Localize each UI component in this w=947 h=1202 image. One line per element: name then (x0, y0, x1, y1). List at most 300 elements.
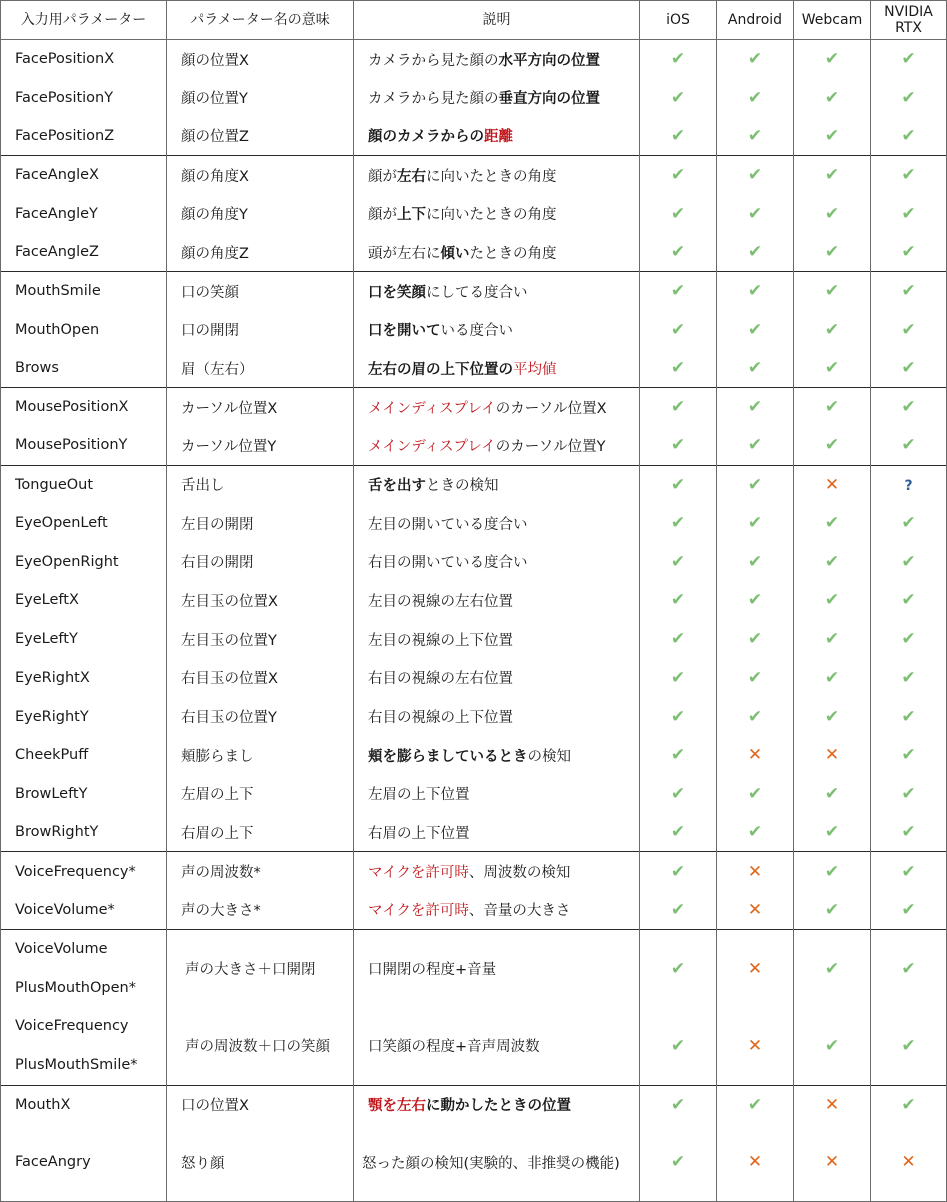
param-cell: EyeOpenLeft (1, 504, 167, 543)
support-android-cell (717, 929, 794, 1007)
check-icon: ✔ (670, 281, 686, 302)
support-nvidia-rtx-cell (871, 581, 947, 620)
description-cell (354, 736, 640, 775)
support-android-cell (717, 736, 794, 775)
table-row (1, 504, 947, 543)
support-webcam-cell (794, 504, 871, 543)
support-webcam-cell (794, 659, 871, 698)
description-segment: 右目の視線の上下位置 (368, 710, 513, 727)
support-nvidia-rtx-cell (871, 233, 947, 272)
check-icon: ✔ (747, 822, 763, 843)
meaning-cell: 口の開閉 (167, 310, 354, 349)
param-line: PlusMouthOpen* (15, 979, 136, 996)
meaning-cell: 左目玉の位置Y (167, 620, 354, 659)
table-row (1, 659, 947, 698)
check-icon: ✔ (670, 706, 686, 727)
support-android-cell (717, 581, 794, 620)
check-icon: ✔ (670, 590, 686, 611)
description-segment: ときの検知 (426, 478, 499, 495)
check-icon: ✔ (747, 358, 763, 379)
description-segment: いる度合い (440, 323, 513, 340)
check-icon: ✔ (824, 513, 840, 534)
description-cell (354, 697, 640, 736)
description-cell (354, 659, 640, 698)
description-segment: 、音量の大きさ (468, 903, 571, 920)
description-segment: 左目の視線の上下位置 (368, 632, 513, 649)
cross-icon: ✕ (901, 1152, 916, 1173)
table-row (1, 156, 947, 195)
meaning-cell: 眉（左右） (167, 349, 354, 388)
check-icon: ✔ (824, 242, 840, 263)
check-icon: ✔ (824, 861, 840, 882)
param-cell: FacePositionZ (1, 117, 167, 156)
check-icon: ✔ (670, 1152, 686, 1173)
table-row (1, 465, 947, 504)
support-nvidia-rtx-cell (871, 78, 947, 117)
support-ios-cell (640, 272, 717, 311)
meaning-cell: 右眉の上下 (167, 813, 354, 852)
table-row (1, 388, 947, 427)
check-icon: ✔ (747, 667, 763, 688)
support-ios-cell (640, 78, 717, 117)
table-row (1, 349, 947, 388)
param-cell: FaceAngleY (1, 194, 167, 233)
check-icon: ✔ (824, 165, 840, 186)
check-icon: ✔ (901, 745, 916, 766)
support-android-cell (717, 233, 794, 272)
header-meaning: パラメーター名の意味 (167, 1, 354, 40)
check-icon: ✔ (901, 49, 916, 70)
check-icon: ✔ (747, 551, 763, 572)
check-icon: ✔ (824, 958, 840, 979)
support-android-cell (717, 426, 794, 465)
description-segment: にしてる度合い (426, 284, 528, 301)
support-webcam-cell (794, 542, 871, 581)
support-webcam-cell (794, 1007, 871, 1085)
support-webcam-cell (794, 891, 871, 930)
table-row (1, 736, 947, 775)
param-cell: FaceAngleX (1, 156, 167, 195)
table-row (1, 697, 947, 736)
check-icon: ✔ (901, 1094, 916, 1115)
support-nvidia-rtx-cell (871, 736, 947, 775)
check-icon: ✔ (670, 958, 686, 979)
description-segment: 左目の開いている度合い (368, 516, 528, 533)
check-icon: ✔ (824, 49, 840, 70)
description-cell (354, 542, 640, 581)
param-cell (1, 929, 167, 1007)
check-icon: ✔ (824, 281, 840, 302)
check-icon: ✔ (824, 435, 840, 456)
support-webcam-cell (794, 620, 871, 659)
support-nvidia-rtx-cell (871, 852, 947, 891)
description-cell (354, 581, 640, 620)
support-webcam-cell (794, 156, 871, 195)
param-cell: FaceAngry (1, 1124, 167, 1201)
meaning-cell: カーソル位置Y (167, 426, 354, 465)
check-icon: ✔ (824, 397, 840, 418)
check-icon: ✔ (824, 87, 840, 108)
check-icon: ✔ (901, 319, 916, 340)
support-nvidia-rtx-cell (871, 194, 947, 233)
check-icon: ✔ (901, 629, 916, 650)
param-cell: MouthOpen (1, 310, 167, 349)
support-nvidia-rtx-cell (871, 891, 947, 930)
table-row (1, 929, 947, 1007)
check-icon: ✔ (670, 87, 686, 108)
check-icon: ✔ (670, 319, 686, 340)
support-android-cell (717, 620, 794, 659)
support-ios-cell (640, 1085, 717, 1124)
check-icon: ✔ (670, 165, 686, 186)
param-cell: TongueOut (1, 465, 167, 504)
meaning-cell: 舌出し (167, 465, 354, 504)
param-cell: CheekPuff (1, 736, 167, 775)
check-icon: ✔ (824, 319, 840, 340)
description-segment: 左右の眉の上下位置の (368, 361, 513, 378)
support-nvidia-rtx-cell (871, 40, 947, 79)
description-cell (354, 40, 640, 79)
description-cell (354, 775, 640, 814)
support-android-cell (717, 1085, 794, 1124)
support-ios-cell (640, 233, 717, 272)
support-android-cell (717, 659, 794, 698)
description-segment: 顔が (368, 168, 397, 185)
description-cell (354, 504, 640, 543)
support-ios-cell (640, 40, 717, 79)
description-segment: 口開閉の程度+音量 (368, 962, 497, 979)
table-row (1, 891, 947, 930)
description-cell (354, 78, 640, 117)
support-ios-cell (640, 426, 717, 465)
support-webcam-cell (794, 349, 871, 388)
support-android-cell (717, 156, 794, 195)
check-icon: ✔ (670, 513, 686, 534)
check-icon: ✔ (901, 397, 916, 418)
support-ios-cell (640, 813, 717, 852)
support-ios-cell (640, 659, 717, 698)
support-ios-cell (640, 929, 717, 1007)
check-icon: ✔ (901, 513, 916, 534)
support-ios-cell (640, 349, 717, 388)
check-icon: ✔ (670, 397, 686, 418)
param-line: VoiceVolume (15, 940, 108, 957)
support-ios-cell (640, 891, 717, 930)
description-cell (354, 813, 640, 852)
check-icon: ✔ (901, 242, 916, 263)
meaning-cell: 声の周波数＋口の笑顔 (167, 1007, 354, 1085)
table-row (1, 78, 947, 117)
check-icon: ✔ (747, 165, 763, 186)
support-webcam-cell (794, 1124, 871, 1201)
question-icon: ? (904, 477, 913, 494)
support-android-cell (717, 388, 794, 427)
check-icon: ✔ (747, 1094, 763, 1115)
meaning-cell: 左目玉の位置X (167, 581, 354, 620)
check-icon: ✔ (824, 899, 840, 920)
description-segment: マイクを許可時 (368, 865, 469, 882)
support-android-cell (717, 272, 794, 311)
cross-icon: ✕ (824, 1152, 840, 1173)
support-ios-cell (640, 1007, 717, 1085)
check-icon: ✔ (901, 861, 916, 882)
description-segment: 右目の開いている度合い (368, 555, 528, 572)
description-cell (354, 426, 640, 465)
check-icon: ✔ (670, 745, 686, 766)
description-cell (354, 310, 640, 349)
table-row (1, 272, 947, 311)
table-row (1, 1085, 947, 1124)
check-icon: ✔ (824, 125, 840, 146)
meaning-cell: カーソル位置X (167, 388, 354, 427)
param-cell: FaceAngleZ (1, 233, 167, 272)
description-segment: 左右 (397, 168, 426, 185)
meaning-cell: 左目の開閉 (167, 504, 354, 543)
cross-icon: ✕ (747, 1035, 763, 1056)
support-android-cell (717, 813, 794, 852)
check-icon: ✔ (824, 358, 840, 379)
support-nvidia-rtx-cell (871, 504, 947, 543)
support-webcam-cell (794, 78, 871, 117)
description-segment: に動かしたときの位置 (426, 1098, 571, 1115)
description-cell (354, 929, 640, 1007)
check-icon: ✔ (901, 551, 916, 572)
description-segment: の検知 (527, 748, 571, 765)
description-segment: 左眉の上下位置 (368, 787, 470, 804)
check-icon: ✔ (670, 474, 686, 495)
check-icon: ✔ (747, 87, 763, 108)
support-ios-cell (640, 697, 717, 736)
param-cell: MousePositionX (1, 388, 167, 427)
description-cell (354, 465, 640, 504)
cross-icon: ✕ (747, 1152, 763, 1173)
check-icon: ✔ (901, 590, 916, 611)
check-icon: ✔ (901, 203, 916, 224)
meaning-cell: 声の大きさ＋口開閉 (167, 929, 354, 1007)
support-webcam-cell (794, 310, 871, 349)
support-android-cell (717, 117, 794, 156)
check-icon: ✔ (670, 551, 686, 572)
check-icon: ✔ (901, 1035, 916, 1056)
check-icon: ✔ (670, 1035, 686, 1056)
param-cell: EyeLeftX (1, 581, 167, 620)
meaning-cell: 顔の角度Z (167, 233, 354, 272)
support-nvidia-rtx-cell (871, 929, 947, 1007)
check-icon: ✔ (901, 667, 916, 688)
table-row (1, 813, 947, 852)
description-segment: 顔が (368, 207, 397, 224)
check-icon: ✔ (824, 667, 840, 688)
description-segment: 顔のカメラからの (368, 129, 484, 146)
check-icon: ✔ (901, 958, 916, 979)
description-segment: 口笑顔の程度+音声周波数 (368, 1039, 540, 1056)
param-cell: EyeRightX (1, 659, 167, 698)
check-icon: ✔ (670, 242, 686, 263)
table-row (1, 117, 947, 156)
param-cell: EyeLeftY (1, 620, 167, 659)
support-ios-cell (640, 310, 717, 349)
support-webcam-cell (794, 581, 871, 620)
support-nvidia-rtx-cell (871, 1085, 947, 1124)
table-row (1, 542, 947, 581)
check-icon: ✔ (747, 203, 763, 224)
support-ios-cell (640, 194, 717, 233)
support-ios-cell (640, 581, 717, 620)
check-icon: ✔ (747, 319, 763, 340)
check-icon: ✔ (670, 125, 686, 146)
cross-icon: ✕ (747, 861, 763, 882)
meaning-cell: 顔の角度Y (167, 194, 354, 233)
support-nvidia-rtx-cell (871, 1007, 947, 1085)
check-icon: ✔ (824, 1035, 840, 1056)
check-icon: ✔ (901, 125, 916, 146)
description-segment: 垂直方向の位置 (498, 91, 600, 108)
check-icon: ✔ (670, 203, 686, 224)
description-segment: 、周波数の検知 (468, 865, 571, 882)
support-nvidia-rtx-cell (871, 542, 947, 581)
check-icon: ✔ (747, 435, 763, 456)
cross-icon: ✕ (747, 745, 763, 766)
support-ios-cell (640, 388, 717, 427)
support-ios-cell (640, 736, 717, 775)
support-nvidia-rtx-cell (871, 272, 947, 311)
support-webcam-cell (794, 697, 871, 736)
description-segment: メインディスプレイ (368, 400, 496, 417)
support-webcam-cell (794, 1085, 871, 1124)
check-icon: ✔ (747, 49, 763, 70)
check-icon: ✔ (747, 125, 763, 146)
check-icon: ✔ (824, 629, 840, 650)
cross-icon: ✕ (747, 899, 763, 920)
support-android-cell (717, 310, 794, 349)
description-segment: たときの角度 (469, 245, 557, 262)
support-android-cell (717, 40, 794, 79)
meaning-cell: 怒り顔 (167, 1124, 354, 1201)
cross-icon: ✕ (824, 1094, 840, 1115)
header-row (1, 1, 947, 40)
support-android-cell (717, 1124, 794, 1201)
support-nvidia-rtx-cell (871, 775, 947, 814)
support-nvidia-rtx-cell (871, 117, 947, 156)
cross-icon: ✕ (824, 745, 840, 766)
description-segment: のカーソル位置Y (495, 438, 606, 455)
meaning-cell: 声の周波数* (167, 852, 354, 891)
meaning-cell: 声の大きさ* (167, 891, 354, 930)
check-icon: ✔ (901, 706, 916, 727)
support-ios-cell (640, 117, 717, 156)
description-segment: 右眉の上下位置 (368, 825, 470, 842)
support-ios-cell (640, 504, 717, 543)
description-cell (354, 272, 640, 311)
description-segment: 頬を膨らましているとき (368, 748, 528, 765)
param-cell: BrowLeftY (1, 775, 167, 814)
support-nvidia-rtx-cell (871, 1124, 947, 1201)
support-webcam-cell (794, 813, 871, 852)
support-nvidia-rtx-cell (871, 465, 947, 504)
support-android-cell (717, 775, 794, 814)
description-segment: 舌を出す (368, 478, 426, 495)
param-cell: FacePositionX (1, 40, 167, 79)
check-icon: ✔ (824, 551, 840, 572)
param-cell: VoiceFrequency* (1, 852, 167, 891)
support-webcam-cell (794, 465, 871, 504)
support-ios-cell (640, 852, 717, 891)
description-segment: カメラから見た顔の (368, 52, 499, 69)
support-ios-cell (640, 775, 717, 814)
description-cell (354, 349, 640, 388)
description-segment: 顎を左右 (368, 1098, 426, 1115)
table-row (1, 775, 947, 814)
check-icon: ✔ (670, 861, 686, 882)
check-icon: ✔ (901, 281, 916, 302)
check-icon: ✔ (747, 474, 763, 495)
header-nvidia-rtx: NVIDIA RTX (871, 1, 947, 40)
check-icon: ✔ (670, 822, 686, 843)
check-icon: ✔ (901, 165, 916, 186)
param-cell: MousePositionY (1, 426, 167, 465)
description-cell (354, 1007, 640, 1085)
support-android-cell (717, 542, 794, 581)
description-cell (354, 156, 640, 195)
table-row (1, 620, 947, 659)
support-ios-cell (640, 156, 717, 195)
support-webcam-cell (794, 272, 871, 311)
support-android-cell (717, 349, 794, 388)
support-nvidia-rtx-cell (871, 659, 947, 698)
check-icon: ✔ (670, 435, 686, 456)
support-ios-cell (640, 542, 717, 581)
description-segment: 口を開いて (368, 323, 441, 340)
support-ios-cell (640, 465, 717, 504)
support-webcam-cell (794, 194, 871, 233)
header-param: 入力用パラメーター (1, 1, 167, 40)
support-nvidia-rtx-cell (871, 156, 947, 195)
param-cell: Brows (1, 349, 167, 388)
description-segment: 上下 (397, 207, 426, 224)
param-cell: EyeOpenRight (1, 542, 167, 581)
description-segment: メインディスプレイ (368, 438, 496, 455)
table-row (1, 426, 947, 465)
support-webcam-cell (794, 117, 871, 156)
support-android-cell (717, 194, 794, 233)
description-segment: 傾い (440, 245, 470, 262)
meaning-cell: 右目玉の位置Y (167, 697, 354, 736)
support-android-cell (717, 1007, 794, 1085)
param-cell: EyeRightY (1, 697, 167, 736)
description-cell (354, 117, 640, 156)
support-nvidia-rtx-cell (871, 310, 947, 349)
header-ios: iOS (640, 1, 717, 40)
support-ios-cell (640, 1124, 717, 1201)
check-icon: ✔ (747, 513, 763, 534)
table-row (1, 194, 947, 233)
check-icon: ✔ (747, 706, 763, 727)
meaning-cell: 顔の位置X (167, 40, 354, 79)
support-android-cell (717, 465, 794, 504)
table-row (1, 233, 947, 272)
check-icon: ✔ (747, 783, 763, 804)
header-description: 説明 (354, 1, 640, 40)
support-nvidia-rtx-cell (871, 620, 947, 659)
check-icon: ✔ (670, 899, 686, 920)
check-icon: ✔ (824, 590, 840, 611)
check-icon: ✔ (670, 667, 686, 688)
support-nvidia-rtx-cell (871, 813, 947, 852)
description-segment: のカーソル位置X (495, 400, 607, 417)
check-icon: ✔ (824, 822, 840, 843)
support-webcam-cell (794, 388, 871, 427)
support-webcam-cell (794, 40, 871, 79)
